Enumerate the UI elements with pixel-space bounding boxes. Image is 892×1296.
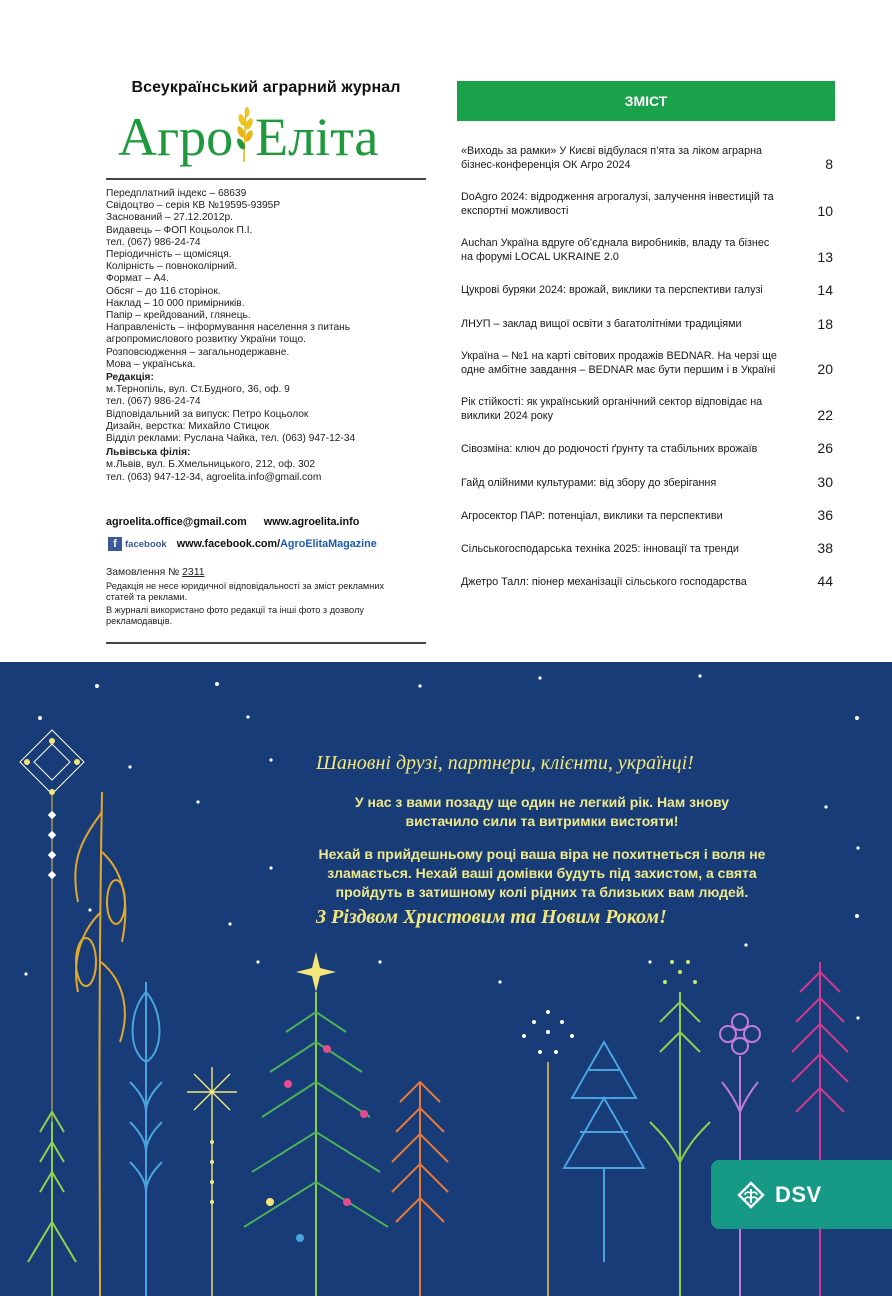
greeting-paragraph: У нас з вами позаду ще один не легкий рік. Нам знову вистачило сили та витримки вистояти!: [354, 794, 730, 829]
toc-item-title: Гайд олійними культурами: від збору до зберігання: [461, 477, 717, 489]
order-number-line: [106, 567, 204, 578]
editorial-heading: Редакція:: [106, 372, 154, 384]
imprint-line: Наклад – 10 000 примірників.: [106, 297, 245, 309]
wheat-icon: [233, 106, 255, 162]
toc-item-page: 38: [817, 540, 833, 556]
facebook-icon: f: [108, 537, 122, 551]
divider: [106, 642, 426, 644]
toc-item-page: 13: [817, 249, 833, 265]
editorial-line: м.Тернопіль, вул. Ст.Будного, 36, оф. 9: [106, 384, 290, 396]
contacts-row: [106, 516, 373, 528]
editorial-line: Відповідальний за випуск: Петро Коцьолок: [106, 408, 309, 420]
christmas-tree-ornament: [244, 952, 388, 1296]
editorial-line: тел. (067) 986-24-74: [106, 396, 201, 408]
toc-item-title: Цукрові буряки 2024: врожай, виклики та перспективи галузі: [461, 284, 763, 296]
corn-stalk: [75, 792, 125, 1296]
greeting-title: Шановні друзі, партнери, клієнти, українці!: [316, 752, 694, 774]
branch-heading: Львівська філія:: [106, 447, 191, 459]
toc-item-title: Рік стійкості: як український органічний сектор відповідає на виклики 2024 року: [461, 396, 763, 422]
order-label: Замовлення №: [106, 567, 180, 578]
imprint-line: Обсяг – до 116 сторінок.: [106, 285, 221, 297]
toc-item-title: Сівозміна: ключ до родючості ґрунту та стабільних врожаїв: [461, 443, 758, 455]
toc-item-page: 30: [817, 474, 833, 490]
facebook-badge[interactable]: [108, 537, 167, 551]
disclaimer-line: В журналі використано фото редакції та інші фото з дозволу рекламодавців.: [106, 605, 364, 626]
dsv-brand-name: DSV: [775, 1181, 822, 1207]
imprint-line: Свідоцтво – серія КВ №19595-9395Р: [106, 200, 281, 212]
toc-item-page: 14: [817, 282, 833, 298]
imprint-block: [106, 188, 426, 484]
toc-item-title: DoAgro 2024: відродження агрогалузі, залучення інвестицій та експортні можливості: [461, 191, 774, 217]
email-link[interactable]: agroelita.office@gmail.com: [106, 516, 247, 528]
logo-text-agro: Агро: [118, 107, 234, 167]
imprint-line: Передплатний індекс – 68639: [106, 188, 247, 199]
toc-item-title: ЛНУП – заклад вищої освіти з багатолітніми традиціями: [461, 318, 742, 330]
facebook-row: [108, 537, 377, 551]
imprint-line: Розповсюдження – загальнодержавне.: [106, 346, 290, 358]
dsv-logo-badge[interactable]: [711, 1160, 892, 1229]
greeting-closing: З Різдвом Христовим та Новим Роком!: [316, 906, 667, 928]
imprint-line: Направленість – інформування населення з питань агропромислового розвитку України тощо.: [106, 322, 351, 346]
toc-item-page: 18: [817, 316, 833, 332]
editorial-line: Дизайн, верстка: Михайло Стицюк: [106, 420, 270, 432]
greeting-paragraph: Нехай в прийдешньому році ваша віра не похитнеться і воля не зламається. Нехай ваші домівки будуть під захистом, а свята пройдуть в затишному колі рідних та близьких вам людей.: [318, 846, 766, 900]
imprint-line: Заснований – 27.12.2012р.: [106, 212, 233, 224]
website-link[interactable]: www.agroelita.info: [263, 516, 360, 528]
flower-ornament: [720, 1014, 760, 1296]
toc-item-page: 26: [817, 440, 833, 456]
branch-line: тел. (063) 947-12-34, agroelita.info@gmail.com: [106, 471, 322, 483]
imprint-line: Формат – А4.: [106, 273, 169, 285]
toc-item-page: 10: [817, 203, 833, 219]
diamond-ornament: [20, 730, 84, 1122]
facebook-url-page: AgroElitaMagazine: [280, 538, 377, 550]
branch-line: м.Львів, вул. Б.Хмельницького, 212, оф. 302: [106, 459, 316, 471]
orange-ornament: [392, 1082, 448, 1296]
toc-item-title: Україна – №1 на карті світових продажів BEDNAR. На черзі ще одне амбітне завдання – BEDNAR має бути першим і в Україні: [461, 350, 777, 376]
dsv-wheat-icon: [733, 1177, 769, 1213]
toc-item-page: 22: [817, 407, 833, 423]
toc-item-title: Джетро Талл: піонер механізації сільського господарства: [461, 576, 747, 588]
toc-item-page: 36: [817, 507, 833, 523]
facebook-badge-label: facebook: [125, 538, 167, 550]
imprint-line: тел. (067) 986-24-74: [106, 236, 201, 248]
facebook-url-prefix: www.facebook.com/: [176, 538, 281, 550]
wheat-ear: [130, 982, 162, 1296]
magenta-ornament: [792, 962, 848, 1296]
imprint-line: Видавець – ФОП Коцьолок П.І.: [106, 224, 253, 236]
toc-item-page: 8: [825, 156, 833, 172]
imprint-line: Колірність – повноколірний.: [106, 261, 238, 273]
imprint-line: Періодичність – щомісяця.: [106, 249, 232, 261]
toc-item-title: Агросектор ПАР: потенціал, виклики та перспективи: [461, 510, 723, 522]
toc-item-title: Сільськогосподарська техніка 2025: інновації та тренди: [461, 543, 739, 555]
holiday-greeting-banner: [0, 662, 892, 1296]
disclaimer: [106, 581, 426, 627]
divider: [106, 178, 426, 180]
toc-item-page: 44: [817, 573, 833, 589]
logo-text-elita: Еліта: [255, 107, 379, 167]
disclaimer-line: Редакція не несе юридичної відповідальності за зміст рекламних статей та реклами.: [106, 581, 385, 602]
toc-item-page: 20: [817, 361, 833, 377]
editorial-line: Відділ реклами: Руслана Чайка, тел. (063) 947-12-34: [106, 433, 356, 445]
imprint-line: Мова – українська.: [106, 358, 196, 370]
order-number: 2311: [182, 567, 205, 578]
toc-heading: ЗМІСТ: [457, 81, 835, 121]
magazine-logo: [118, 106, 378, 168]
toc-item-title: Auchan Україна вдруге об’єднала виробників, владу та бізнес на форумі LOCAL UKRAINE 2.0: [461, 237, 770, 263]
magazine-tagline: Всеукраїнський аграрний журнал: [131, 79, 401, 96]
imprint-line: Папір – крейдований, глянець.: [106, 310, 251, 322]
facebook-url[interactable]: [177, 538, 377, 550]
triangle-ornament: [564, 1042, 644, 1262]
toc-item-title: «Виходь за рамки» У Києві відбулася п’ята за ліком аграрна бізнес-конференція ОК Агро 2024: [461, 145, 763, 171]
